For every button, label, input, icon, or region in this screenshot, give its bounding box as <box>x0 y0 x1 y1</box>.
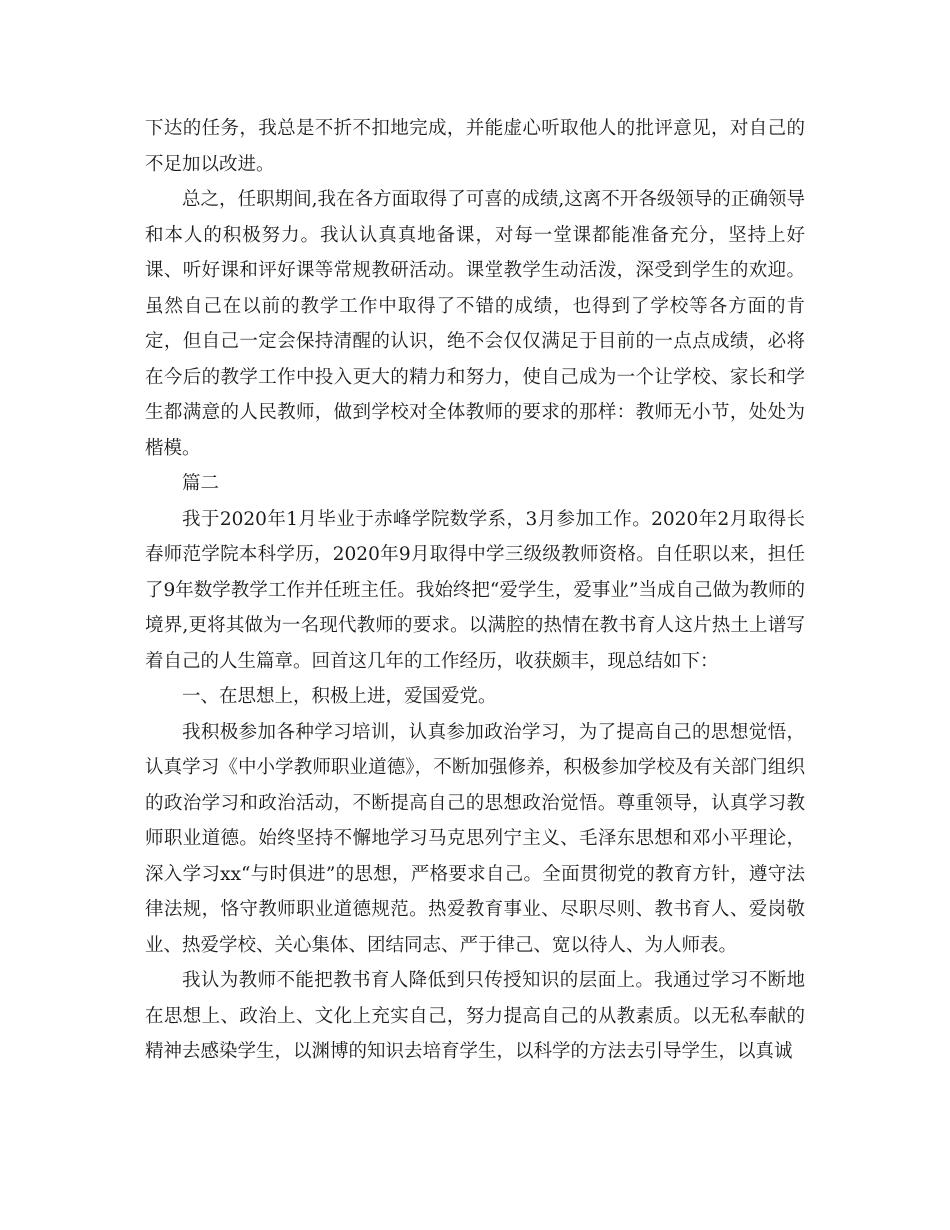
document-body <box>145 111 805 1070</box>
paragraph-summary: 总之，任职期间,我在各方面取得了可喜的成绩,这离不开各级领导的正确领导和本人的积极努力。我认认真真地备课，对每一堂课都能准备充分，坚持上好课、听好课和评好课等常规教研活动。课堂教学生动活泼，深受到学生的欢迎。虽然自己在以前的教学工作中取得了不错的成绩，也得到了学校等各方面的肯定，但自己一定会保持清醒的认识，绝不会仅仅满足于目前的一点点成绩，必将在今后的教学工作中投入更大的精力和努力，使自己成为一个让学校、家长和学生都满意的人民教师，做到学校对全体教师的要求的那样：教师无小节，处处为楷模。 <box>145 189 805 459</box>
paragraph-continuation: 下达的任务，我总是不折不扣地完成，并能虚心听取他人的批评意见，对自己的不足加以改进。 <box>145 118 805 175</box>
paragraph-introduction: 我于2020年1月毕业于赤峰学院数学系，3月参加工作。2020年2月取得长春师范学院本科学历，2020年9月取得中学三级级教师资格。自任职以来，担任了9年数学教学工作并任班主任。我始终把“爱学生，爱事业”当成自己做为教师的境界,更将其做为一名现代教师的要求。以满腔的热情在教书育人这片热土上谱写着自己的人生篇章。回首这几年的工作经历，收获颇丰，现总结如下： <box>145 508 805 672</box>
subheading-ideology: 一、在思想上，积极上进，爱国爱党。 <box>182 686 497 707</box>
section-heading-part-two: 篇二 <box>182 473 220 494</box>
paragraph-teaching-philosophy: 我认为教师不能把教书育人降低到只传授知识的层面上。我通过学习不断地在思想上、政治上、文化上充实自己，努力提高自己的从教素质。以无私奉献的精神去感染学生，以渊博的知识去培育学生，以科学的方法去引导学生，以真诚 <box>145 970 805 1062</box>
paragraph-political-study: 我积极参加各种学习培训，认真参加政治学习，为了提高自己的思想觉悟，认真学习《中小学教师职业道德》，不断加强修养，积极参加学校及有关部门组织的政治学习和政治活动，不断提高自己的思想政治觉悟。尊重领导，认真学习教师职业道德。始终坚持不懈地学习马克思列宁主义、毛泽东思想和邓小平理论，深入学习xx“与时俱进”的思想，严格要求自己。全面贯彻党的教育方针，遵守法律法规，恪守教师职业道德规范。热爱教育事业、尽职尽则、教书育人、爱岗敬业、热爱学校、关心集体、团结同志、严于律己、宽以待人、为人师表。 <box>145 721 805 956</box>
